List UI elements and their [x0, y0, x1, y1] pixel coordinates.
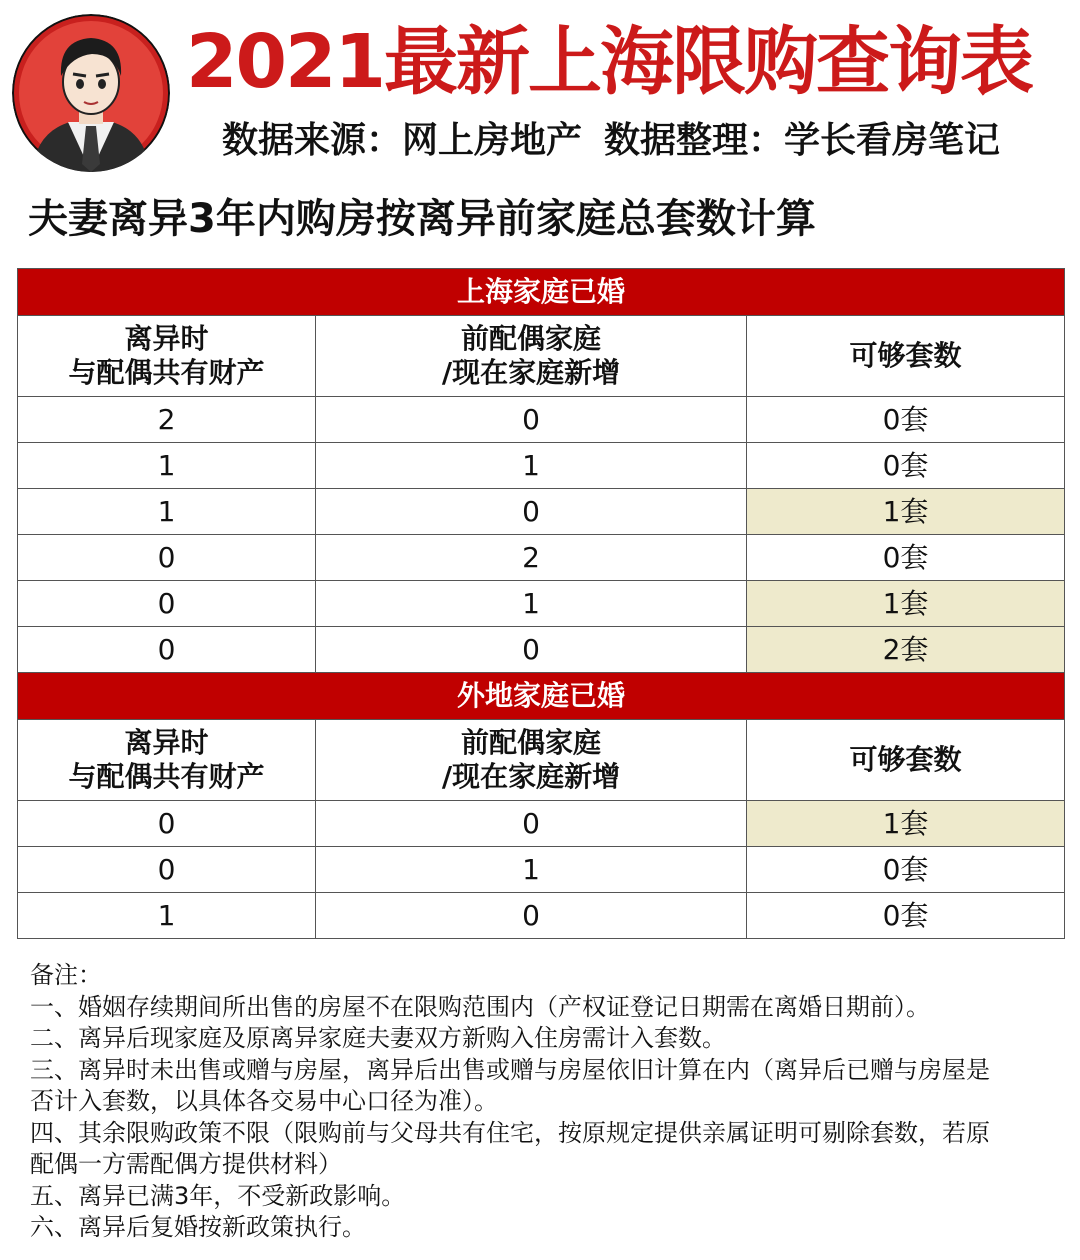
data-compiler-label: 数据整理：学长看房笔记 — [604, 120, 1001, 161]
allowed-count-cell: 0套 — [747, 535, 1065, 581]
new-purchase-cell: 2 — [316, 535, 747, 581]
section-title: 外地家庭已婚 — [18, 673, 1065, 720]
note-line: 否计入套数，以具体各交易中心口径为准）。 — [30, 1087, 498, 1115]
table-row — [18, 627, 1065, 673]
column-header-row — [18, 316, 1065, 397]
allowed-count-cell: 0套 — [747, 847, 1065, 893]
note-line: 三、离异时未出售或赠与房屋，离异后出售或赠与房屋依旧计算在内（离异后已赠与房屋是 — [30, 1055, 990, 1084]
shared-property-cell: 0 — [18, 581, 316, 627]
table-row — [18, 489, 1065, 535]
notes-section — [30, 960, 1060, 1244]
table-row — [18, 801, 1065, 847]
table-row — [18, 535, 1065, 581]
shared-property-cell: 2 — [18, 397, 316, 443]
new-purchase-cell: 0 — [316, 893, 747, 939]
allowed-count-cell: 0套 — [747, 397, 1065, 443]
shared-property-cell: 1 — [18, 489, 316, 535]
note-line: 配偶一方需配偶方提供材料） — [30, 1150, 342, 1178]
new-purchase-cell: 1 — [316, 847, 747, 893]
note-line: 二、离异后现家庭及原离异家庭夫妻双方新购入住房需计入套数。 — [30, 1024, 726, 1052]
allowed-count-cell: 1套 — [747, 581, 1065, 627]
note-line: 四、其余限购政策不限（限购前与父母共有住宅，按原规定提供亲属证明可剔除套数，若原 — [30, 1118, 990, 1147]
section-title: 上海家庭已婚 — [18, 269, 1065, 316]
shared-property-cell: 0 — [18, 535, 316, 581]
shared-property-header: 离异时 与配偶共有财产 — [18, 720, 316, 801]
table-row — [18, 847, 1065, 893]
new-purchase-cell: 0 — [316, 801, 747, 847]
shared-property-cell: 1 — [18, 893, 316, 939]
column-header-row — [18, 720, 1065, 801]
table-row — [18, 397, 1065, 443]
source-credit — [222, 114, 1062, 168]
table-row — [18, 443, 1065, 489]
note-line: 六、离异后复婚按新政策执行。 — [30, 1213, 366, 1241]
allowed-count-cell: 1套 — [747, 489, 1065, 535]
allowed-count-cell: 0套 — [747, 893, 1065, 939]
allowed-count-header: 可够套数 — [747, 316, 1065, 397]
note-line: 五、离异已满3年，不受新政影响。 — [30, 1181, 406, 1210]
new-purchase-cell: 0 — [316, 489, 747, 535]
allowed-count-cell: 2套 — [747, 627, 1065, 673]
shared-property-cell: 0 — [18, 627, 316, 673]
new-purchase-cell: 0 — [316, 397, 747, 443]
note-line: 一、婚姻存续期间所出售的房屋不在限购范围内（产权证登记日期需在离婚日期前）。 — [30, 992, 930, 1021]
allowed-count-header: 可够套数 — [747, 720, 1065, 801]
new-purchase-cell: 1 — [316, 443, 747, 489]
shared-property-cell: 1 — [18, 443, 316, 489]
new-purchase-cell: 1 — [316, 581, 747, 627]
table-row — [18, 581, 1065, 627]
new-purchase-header: 前配偶家庭 /现在家庭新增 — [316, 720, 747, 801]
allowed-count-cell: 1套 — [747, 801, 1065, 847]
page-title: 2021最新上海限购查询表 — [186, 19, 1032, 105]
allowed-count-cell: 0套 — [747, 443, 1065, 489]
table-row — [18, 893, 1065, 939]
shared-property-header: 离异时 与配偶共有财产 — [18, 316, 316, 397]
section-header-row — [18, 673, 1065, 720]
new-purchase-cell: 0 — [316, 627, 747, 673]
purchase-limit-table — [17, 268, 1065, 939]
new-purchase-header: 前配偶家庭 /现在家庭新增 — [316, 316, 747, 397]
author-avatar — [12, 14, 170, 172]
shared-property-cell: 0 — [18, 847, 316, 893]
data-source-label: 数据来源：网上房地产 — [222, 120, 583, 161]
notes-title: 备注： — [30, 961, 102, 989]
page-subtitle: 夫妻离异3年内购房按离异前家庭总套数计算 — [28, 196, 816, 242]
person-illustration-icon — [12, 14, 170, 172]
section-header-row — [18, 269, 1065, 316]
shared-property-cell: 0 — [18, 801, 316, 847]
